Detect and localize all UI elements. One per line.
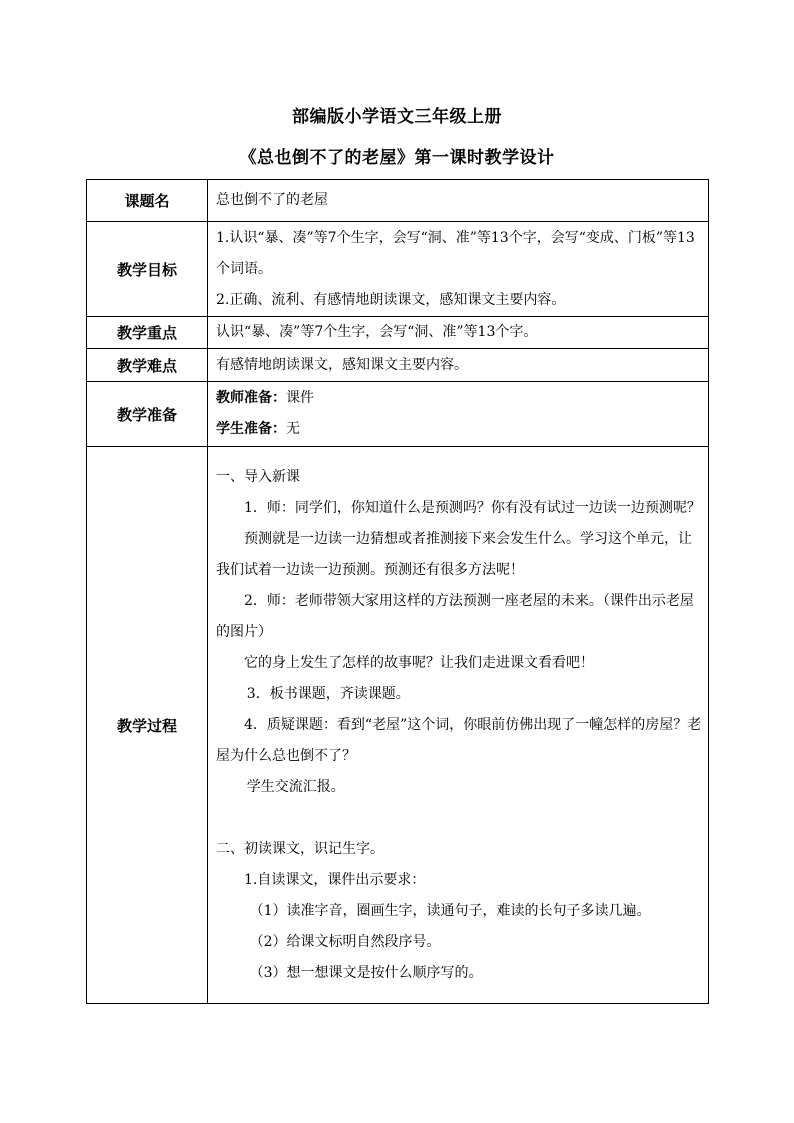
key-points-label: 教学重点 xyxy=(87,317,208,349)
topic-value: 总也倒不了的老屋 xyxy=(208,180,709,222)
goals-content xyxy=(208,222,709,317)
difficulty-value: 有感情地朗读课文，感知课文主要内容。 xyxy=(208,349,709,382)
student-preparation-value: 无 xyxy=(286,421,300,437)
process-content xyxy=(208,447,709,1004)
teacher-preparation-value: 课件 xyxy=(286,390,314,406)
lesson-plan-table xyxy=(86,179,709,1004)
process-paragraph: 2．师：老师带领大家用这样的方法预测一座老屋的未来。（课件出示老屋的图片） xyxy=(216,592,694,640)
table-row-goals xyxy=(87,222,709,317)
process-paragraph: （2）给课文标明自然段序号。 xyxy=(249,933,441,950)
table-row-process xyxy=(87,447,709,1004)
process-paragraph: 它的身上发生了怎样的故事呢？让我们走进课文看看吧！ xyxy=(244,654,594,671)
process-paragraph: 4．质疑课题：看到“老屋”这个词，你眼前仿佛出现了一幢怎样的房屋？老屋为什么总也倒不了？ xyxy=(216,716,702,764)
process-paragraph: 学生交流汇报。 xyxy=(246,778,345,795)
blank-line xyxy=(216,803,702,834)
goal-item-2: 2.正确、流利、有感情地朗读课文，感知课文主要内容。 xyxy=(216,291,566,308)
table-row-topic xyxy=(87,180,709,222)
process-paragraph: （1）读准字音，圈画生字，读通句子，难读的长句子多读几遍。 xyxy=(249,902,651,919)
key-points-value: 认识“暴、凑”等7个生字，会写“洞、准”等13个字。 xyxy=(208,317,709,349)
student-preparation-label: 学生准备： xyxy=(216,421,286,437)
document-title: 部编版小学语文三年级上册 xyxy=(292,107,502,127)
table-row-difficulty xyxy=(87,349,709,382)
section-1-heading: 一、导入新课 xyxy=(216,468,300,485)
process-paragraph: 1．师：同学们，你知道什么是预测吗？你有没有试过一边读一边预测呢？ xyxy=(244,499,701,516)
process-paragraph: 预测就是一边读一边猜想或者推测接下来会发生什么。学习这个单元，让我们试着一边读一边预测。预测还有很多方法呢！ xyxy=(216,530,692,578)
teacher-preparation-label: 教师准备： xyxy=(216,390,286,406)
process-paragraph: （3）想一想课文是按什么顺序写的。 xyxy=(249,964,483,981)
preparation-content xyxy=(208,382,709,447)
process-label: 教学过程 xyxy=(87,447,208,1004)
preparation-label: 教学准备 xyxy=(87,382,208,447)
document-subtitle: 《总也倒不了的老屋》第一课时教学设计 xyxy=(239,148,555,168)
difficulty-label: 教学难点 xyxy=(87,349,208,382)
process-paragraph: 1.自读课文，课件出示要求： xyxy=(244,871,426,888)
process-paragraph: 3．板书课题，齐读课题。 xyxy=(246,685,410,702)
topic-label: 课题名 xyxy=(87,180,208,222)
goals-label: 教学目标 xyxy=(87,222,208,317)
section-2-heading: 二、初读课文，识记生字。 xyxy=(216,840,384,857)
table-row-preparation xyxy=(87,382,709,447)
student-preparation xyxy=(216,414,702,445)
teacher-preparation xyxy=(216,383,702,414)
table-row-key-points xyxy=(87,317,709,349)
goal-item-1: 1.认识“暴、凑”等7个生字，会写“洞、准”等13个字，会写“变成、门板”等13个词语。 xyxy=(216,229,695,277)
